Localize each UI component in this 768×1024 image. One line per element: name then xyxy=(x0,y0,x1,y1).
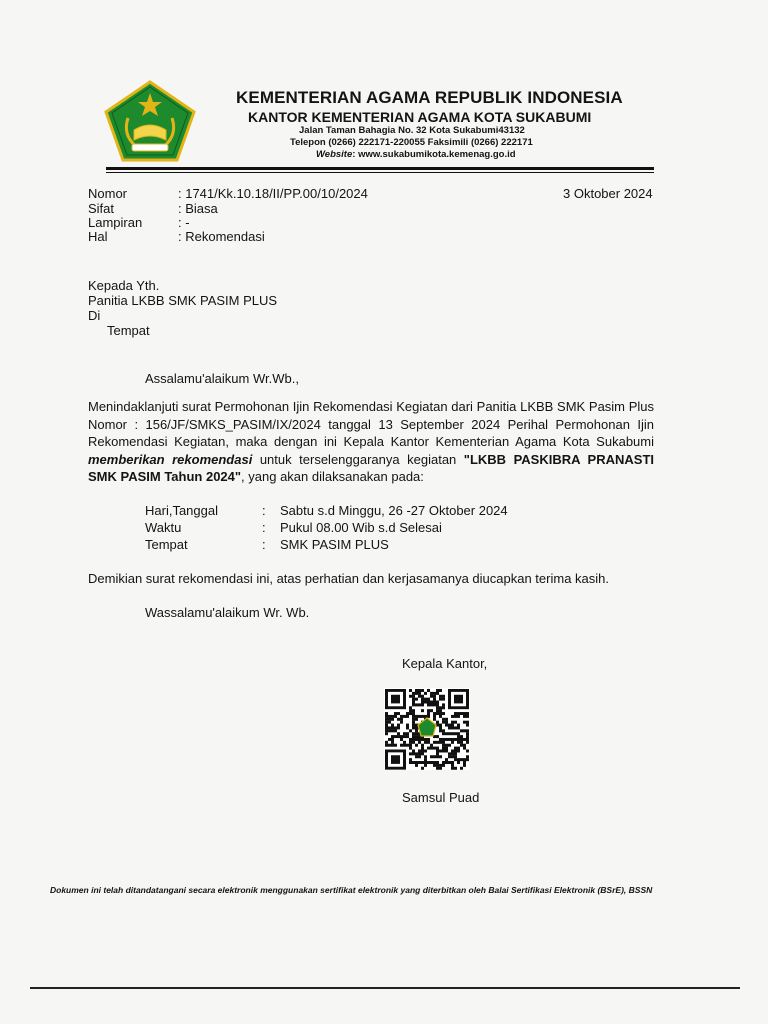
office-phone: Telepon (0266) 222171-220055 Faksimili (0266) 222171 xyxy=(290,137,533,148)
signer-title: Kepala Kantor, xyxy=(402,656,488,671)
body-text-2: untuk terselenggaranya kegiatan xyxy=(252,451,464,467)
meta-value-lampiran: : - xyxy=(178,215,190,230)
event-name: "LKBB PASKIBRA PRANASTI SMK PASIM Tahun 2024" xyxy=(88,451,654,485)
office-website xyxy=(316,149,516,160)
qr-code-icon xyxy=(384,688,470,770)
meta-label-hal: Hal xyxy=(88,229,108,244)
schedule-value-place: SMK PASIM PLUS xyxy=(280,537,389,552)
letterhead-divider-thin xyxy=(106,172,654,173)
body-emphasis: memberikan rekomendasi xyxy=(88,451,253,467)
website-label: Website xyxy=(316,149,353,160)
body-text-1: Menindaklanjuti surat Permohonan Ijin Rekomendasi Kegiatan dari Panitia LKBB SMK Pasim Plus Nomor : 156/JF/SMKS_PASIM/IX/2024 tanggal 13 September 2024 Perihal Permohonan Ijin Rekomendasi Kegiatan, maka dengan ini Kepala Kantor Kementerian Agama Kota Sukabumi xyxy=(88,399,654,450)
ministry-title: KEMENTERIAN AGAMA REPUBLIK INDONESIA xyxy=(236,88,623,107)
letterhead-divider xyxy=(106,167,654,170)
meta-value-nomor: : 1741/Kk.10.18/II/PP.00/10/2024 xyxy=(178,186,368,201)
farewell: Wassalamu'alaikum Wr. Wb. xyxy=(145,605,310,620)
recipient-di: Di xyxy=(88,308,101,323)
body-paragraph xyxy=(88,398,654,486)
meta-value-hal: : Rekomendasi xyxy=(178,229,265,244)
schedule-label-time: Waktu xyxy=(145,520,182,535)
schedule-sep-date: : xyxy=(262,503,266,518)
office-title: KANTOR KEMENTERIAN AGAMA KOTA SUKABUMI xyxy=(248,109,592,125)
meta-label-sifat: Sifat xyxy=(88,201,115,216)
meta-label-lampiran: Lampiran xyxy=(88,215,143,230)
recipient-salutation: Kepada Yth. xyxy=(88,278,160,293)
schedule-label-place: Tempat xyxy=(145,537,188,552)
schedule-value-time: Pukul 08.00 Wib s.d Selesai xyxy=(280,520,442,535)
meta-label-nomor: Nomor xyxy=(88,186,128,201)
schedule-sep-place: : xyxy=(262,537,266,552)
website-url: : www.sukabumikota.kemenag.go.id xyxy=(352,149,516,160)
schedule-value-date: Sabtu s.d Minggu, 26 -27 Oktober 2024 xyxy=(280,503,508,518)
e-signature-footnote: Dokumen ini telah ditandatangani secara elektronik menggunakan sertifikat elektronik yang diterbitkan oleh Balai Sertifikasi Elektronik (BSrE), BSSN xyxy=(50,885,653,895)
body-text-3: , yang akan dilaksanakan pada: xyxy=(241,469,424,485)
signer-name: Samsul Puad xyxy=(402,790,480,805)
schedule-sep-time: : xyxy=(262,520,266,535)
recipient-place: Tempat xyxy=(107,323,150,338)
greeting: Assalamu'alaikum Wr.Wb., xyxy=(145,371,299,386)
kemenag-emblem-icon xyxy=(104,80,196,162)
schedule-label-date: Hari,Tanggal xyxy=(145,503,218,518)
meta-value-sifat: : Biasa xyxy=(178,201,218,216)
letter-date: 3 Oktober 2024 xyxy=(563,186,653,201)
recipient-name: Panitia LKBB SMK PASIM PLUS xyxy=(88,293,278,308)
office-address: Jalan Taman Bahagia No. 32 Kota Sukabumi43132 xyxy=(299,125,525,136)
closing-sentence: Demikian surat rekomendasi ini, atas perhatian dan kerjasamanya diucapkan terima kasih. xyxy=(88,571,609,586)
page-bottom-rule xyxy=(30,987,740,989)
